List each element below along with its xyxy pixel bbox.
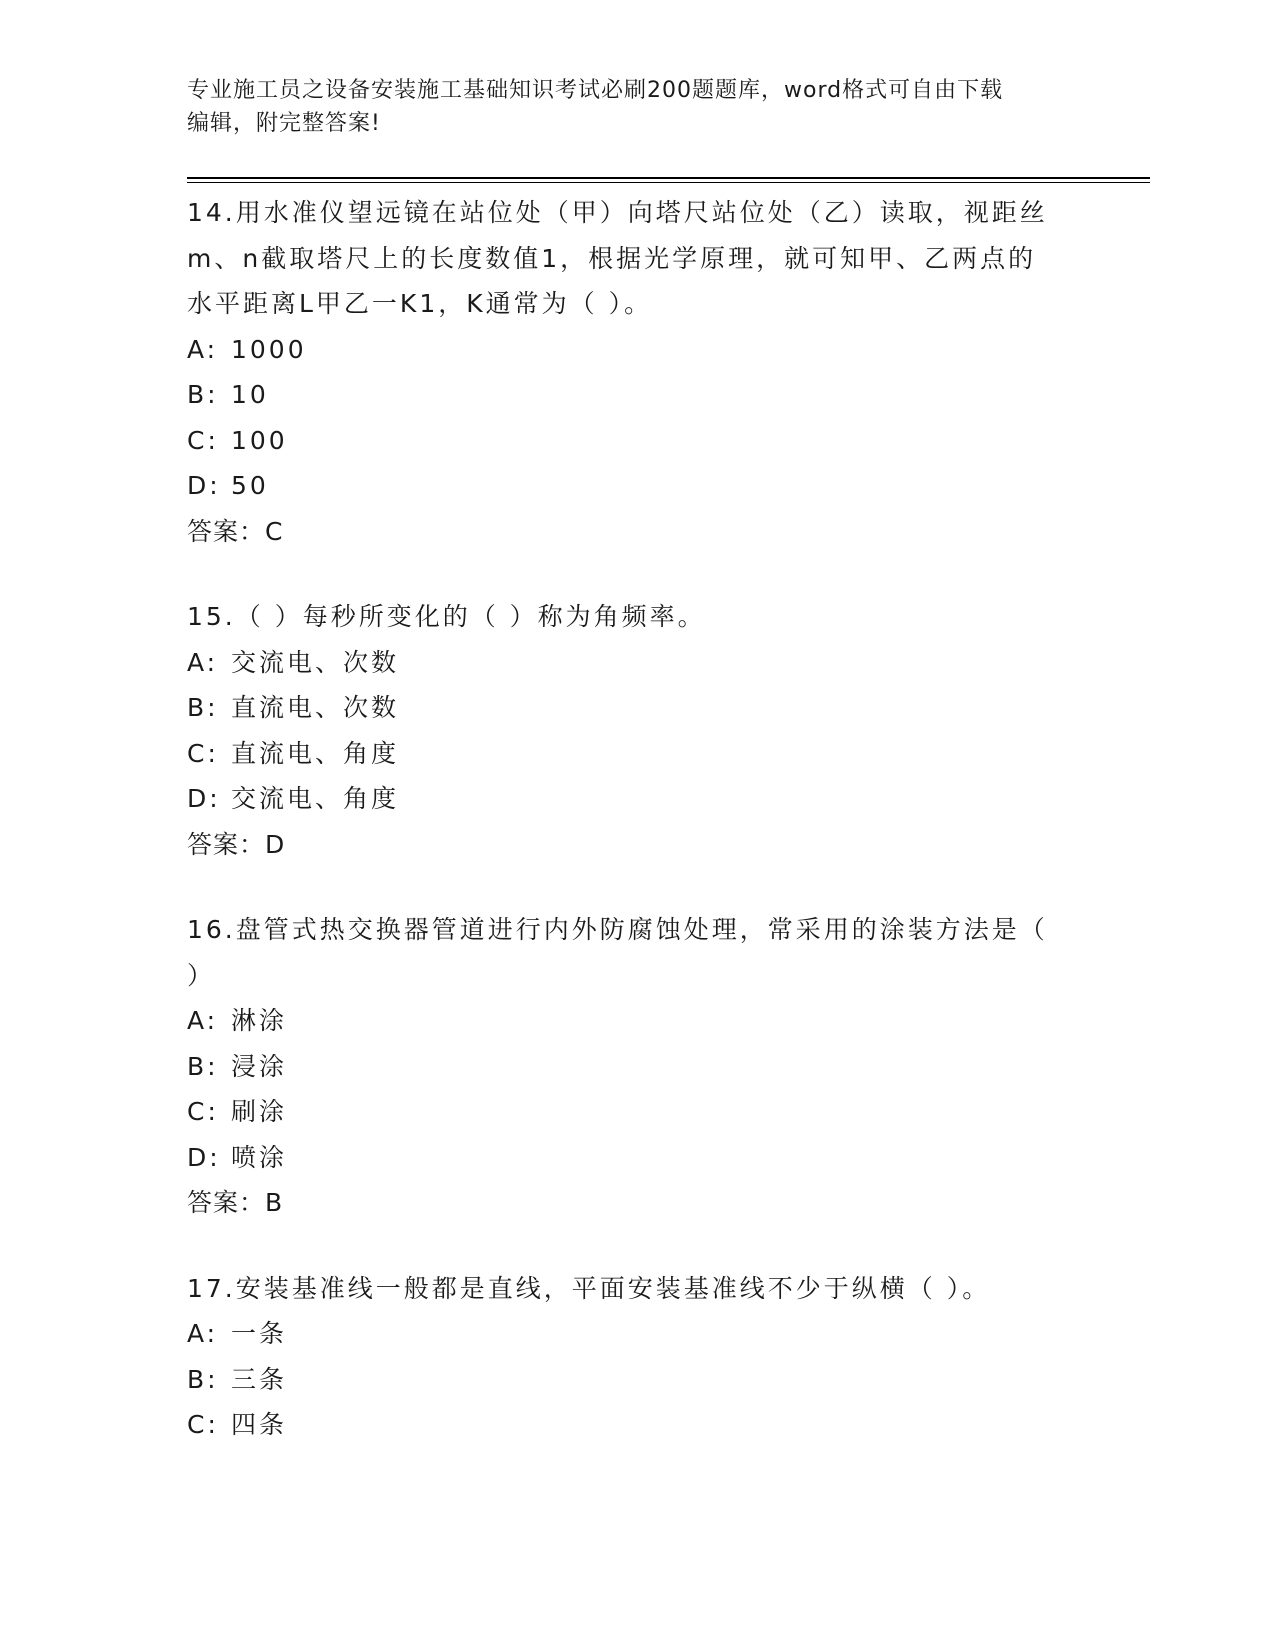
question-stem-line: m、n截取塔尺上的长度数值1，根据光学原理，就可知甲、乙两点的 (187, 243, 1037, 273)
question-stem (187, 190, 1087, 327)
option-text: 交流电、角度 (231, 784, 400, 813)
option-key: D: (187, 784, 221, 813)
answer-option (187, 327, 1087, 373)
option-text: 10 (231, 380, 269, 409)
answer-key: 答案：D (187, 829, 286, 859)
option-key: A: (187, 647, 219, 677)
answer-option (187, 1089, 1087, 1135)
option-key: C: (187, 425, 219, 455)
option-key: B: (187, 1364, 219, 1394)
question-stem-line: 水平距离L甲乙一K1，K通常为（ ）。 (187, 289, 653, 318)
header-divider-thick (187, 177, 1150, 179)
answer-key: 答案：B (187, 1188, 284, 1217)
option-key: C: (187, 1410, 219, 1439)
option-key: A: (187, 1006, 219, 1035)
option-key: A: (187, 334, 219, 364)
option-key: C: (187, 1097, 219, 1126)
header-line-1: 专业施工员之设备安装施工基础知识考试必刷200题题库，word格式可自由下载 (187, 78, 1004, 103)
question-stem (187, 594, 1087, 640)
option-key: B: (187, 380, 219, 409)
option-text: 直流电、次数 (231, 693, 400, 722)
option-text: 一条 (231, 1319, 288, 1348)
question-stem (187, 1266, 1087, 1312)
answer-option (187, 1357, 1087, 1403)
option-text: 100 (231, 425, 288, 455)
answer-option (187, 640, 1087, 686)
answer-option (187, 1402, 1087, 1448)
question-block (187, 1266, 1087, 1448)
option-text: 四条 (231, 1410, 288, 1439)
question-stem (187, 907, 1087, 998)
option-text: 1000 (231, 334, 307, 364)
question-stem-line: ） (187, 960, 216, 990)
question-stem-line: 17.安装基准线一般都是直线，平面安装基准线不少于纵横（ ）。 (187, 1273, 991, 1303)
question-stem-line: 14.用水准仪望远镜在站位处（甲）向塔尺站位处（乙）读取，视距丝 (187, 198, 1048, 227)
question-block (187, 190, 1087, 554)
option-text: 交流电、次数 (231, 647, 400, 677)
option-key: D: (187, 471, 221, 500)
option-key: D: (187, 1142, 221, 1172)
option-key: A: (187, 1319, 219, 1348)
option-text: 浸涂 (231, 1051, 288, 1081)
option-text: 喷涂 (231, 1142, 288, 1172)
option-text: 淋涂 (231, 1006, 288, 1035)
option-text: 50 (231, 471, 269, 500)
option-text: 三条 (231, 1364, 288, 1394)
answer-option (187, 372, 1087, 418)
option-text: 直流电、角度 (231, 738, 400, 768)
question-stem-line: 16.盘管式热交换器管道进行内外防腐蚀处理，常采用的涂装方法是（ (187, 915, 1048, 944)
option-key: B: (187, 693, 219, 722)
answer-key: 答案：C (187, 516, 284, 546)
answer-option (187, 1044, 1087, 1090)
answer-option (187, 418, 1087, 464)
header-line-2: 编辑，附完整答案! (187, 111, 381, 136)
answer-option (187, 1135, 1087, 1181)
answer-option (187, 731, 1087, 777)
answer-option (187, 998, 1087, 1044)
question-block (187, 907, 1087, 1226)
question-list (187, 190, 1087, 1488)
question-stem-line: 15.（ ）每秒所变化的（ ）称为角频率。 (187, 602, 706, 631)
question-block (187, 594, 1087, 867)
answer-option (187, 1311, 1087, 1357)
header-divider-thin (187, 182, 1150, 183)
document-header (187, 74, 1087, 140)
answer-option (187, 463, 1087, 509)
answer-option (187, 776, 1087, 822)
answer-option (187, 685, 1087, 731)
option-text: 刷涂 (231, 1097, 288, 1126)
option-key: B: (187, 1051, 219, 1081)
option-key: C: (187, 738, 219, 768)
